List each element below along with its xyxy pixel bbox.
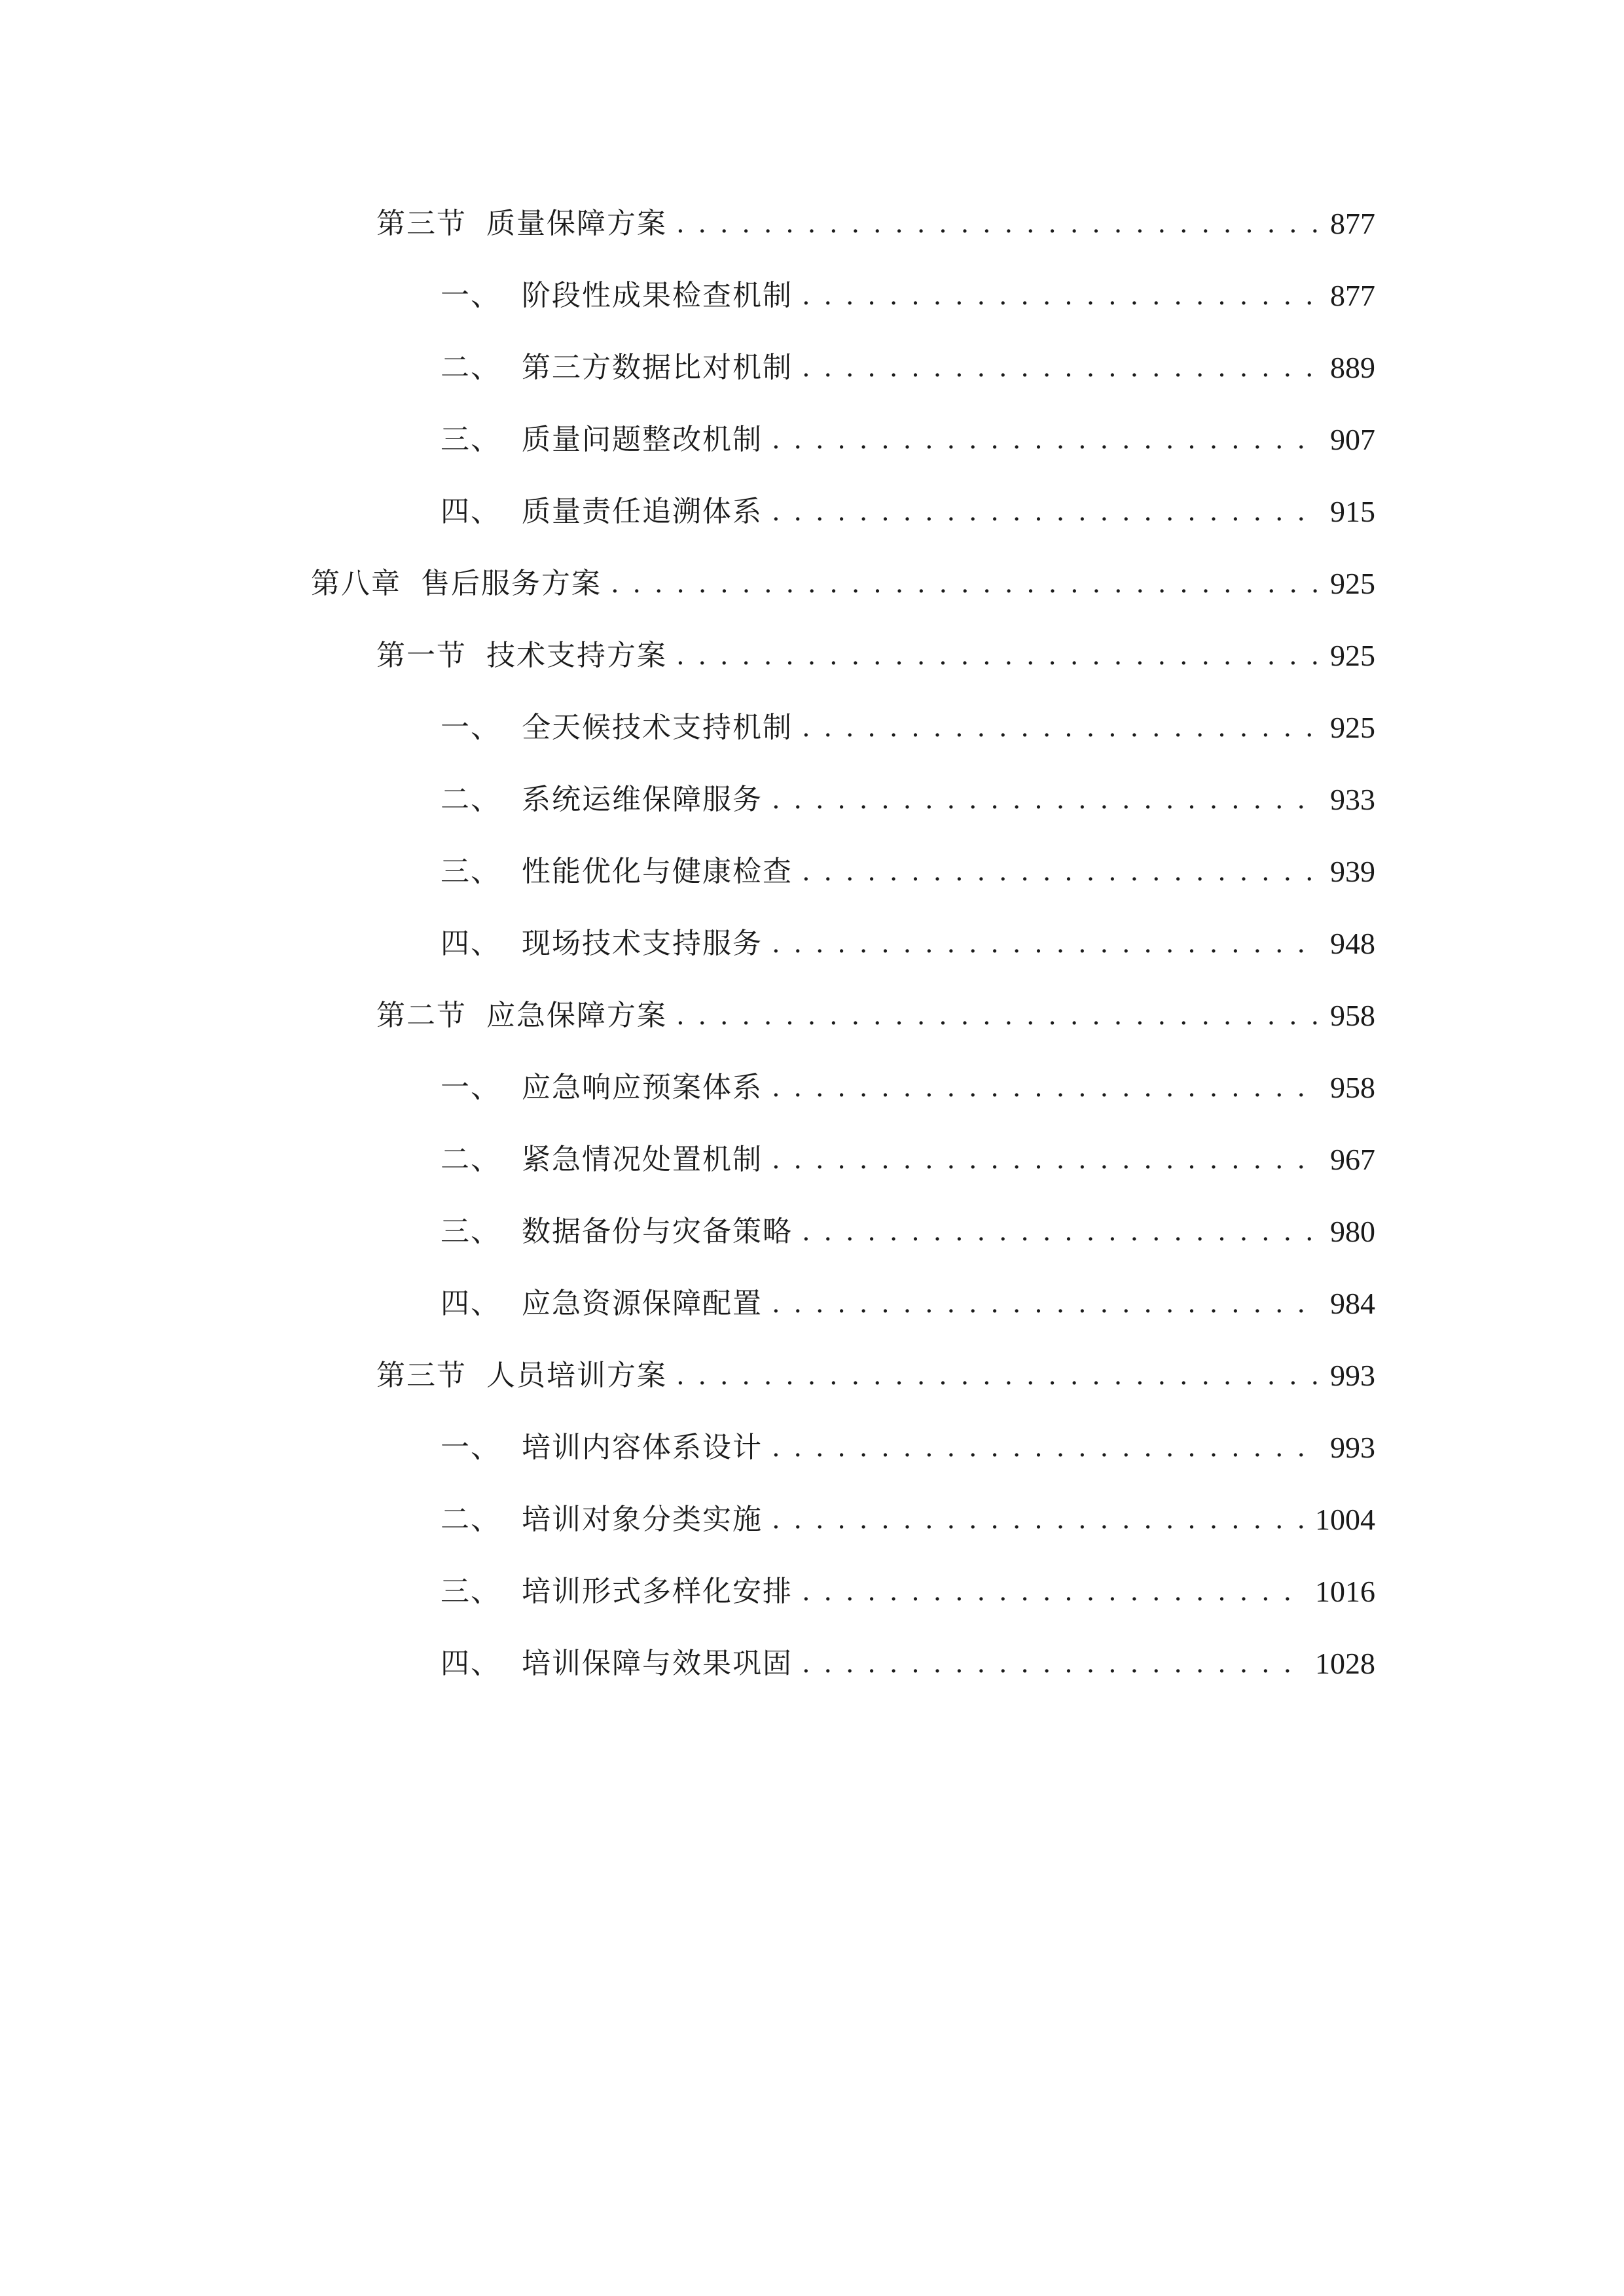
toc-entry-page: 1004: [1315, 1503, 1375, 1536]
toc-entry-number: 第一节: [376, 639, 467, 672]
toc-entry-page: 1016: [1315, 1575, 1375, 1608]
toc-entry-number: 三、: [441, 1215, 501, 1248]
toc-entry[interactable]: [376, 983, 1375, 1035]
toc-entry-number: 第三节: [376, 1359, 467, 1392]
toc-entry-number: 二、: [441, 1143, 501, 1176]
toc-entry-number: 三、: [441, 855, 501, 888]
toc-entry-page: 1028: [1315, 1647, 1375, 1680]
toc-entry-title: 技术支持方案: [486, 639, 667, 672]
toc-entry-number: 一、: [441, 1071, 501, 1104]
toc-entry-number: 二、: [441, 351, 501, 384]
toc-entry-title: 质量问题整改机制: [522, 423, 763, 456]
toc-entry-number: 一、: [441, 1431, 501, 1464]
toc-entry[interactable]: [441, 767, 1375, 819]
toc-entry-number: 二、: [441, 783, 501, 816]
dot-leader: [772, 924, 1318, 963]
dot-leader: [802, 348, 1318, 387]
toc-entry-title: 人员培训方案: [486, 1359, 667, 1392]
toc-entry-title: 阶段性成果检查机制: [522, 279, 793, 312]
toc-entry[interactable]: [441, 479, 1375, 531]
toc-entry-page: 915: [1330, 495, 1375, 528]
toc-entry[interactable]: [441, 911, 1375, 963]
toc-entry-number: 第三节: [376, 207, 467, 240]
toc-entry-page: 925: [1330, 639, 1375, 672]
toc-entry-title: 数据备份与灾备策略: [522, 1215, 793, 1248]
toc-entry-number: 三、: [441, 1575, 501, 1608]
toc-entry[interactable]: [376, 191, 1375, 243]
toc-entry-number: 第二节: [376, 999, 467, 1032]
toc-entry-title: 应急响应预案体系: [522, 1071, 763, 1104]
toc-entry-page: 993: [1330, 1431, 1375, 1464]
toc-entry-title: 售后服务方案: [421, 567, 602, 600]
dot-leader: [611, 564, 1318, 603]
toc-entry-number: 四、: [441, 1647, 501, 1680]
dot-leader: [802, 1572, 1303, 1611]
toc-entry-title: 现场技术支持服务: [522, 927, 763, 960]
toc-entry-title: 应急保障方案: [486, 999, 667, 1032]
toc-entry-page: 877: [1330, 279, 1375, 312]
dot-leader: [772, 1140, 1318, 1179]
toc-entry-number: 一、: [441, 711, 501, 744]
toc-entry-page: 980: [1330, 1215, 1375, 1248]
toc-entry-title: 质量责任追溯体系: [522, 495, 763, 528]
dot-leader: [772, 492, 1318, 531]
dot-leader: [676, 1356, 1318, 1395]
toc-entry[interactable]: [441, 839, 1375, 891]
toc-entry[interactable]: [441, 1271, 1375, 1323]
toc-entry-title: 培训内容体系设计: [522, 1431, 763, 1464]
toc-entry-page: 984: [1330, 1287, 1375, 1320]
toc-entry[interactable]: [441, 1631, 1375, 1683]
toc-entry-page: 907: [1330, 423, 1375, 456]
dot-leader: [772, 780, 1318, 819]
toc-entry-title: 性能优化与健康检查: [522, 855, 793, 888]
toc-entry-title: 第三方数据比对机制: [522, 351, 793, 384]
toc-entry-page: 925: [1330, 567, 1375, 600]
toc-entry-title: 培训形式多样化安排: [522, 1575, 793, 1608]
toc-entry[interactable]: [441, 695, 1375, 747]
toc-entry[interactable]: [376, 623, 1375, 675]
toc-entry-number: 第八章: [311, 567, 401, 600]
toc-entry-number: 四、: [441, 927, 501, 960]
toc-entry-title: 系统运维保障服务: [522, 783, 763, 816]
toc-entry-page: 939: [1330, 855, 1375, 888]
toc-entry-page: 925: [1330, 711, 1375, 744]
dot-leader: [772, 1284, 1318, 1323]
toc-entry[interactable]: [441, 407, 1375, 459]
toc-entry-page: 958: [1330, 1071, 1375, 1104]
toc-entry-title: 培训保障与效果巩固: [522, 1647, 793, 1680]
toc-entry-page: 967: [1330, 1143, 1375, 1176]
dot-leader: [676, 636, 1318, 675]
toc-entry-title: 质量保障方案: [486, 207, 667, 240]
dot-leader: [772, 1500, 1303, 1539]
toc-entry-title: 紧急情况处置机制: [522, 1143, 763, 1176]
dot-leader: [802, 1212, 1318, 1251]
dot-leader: [772, 1068, 1318, 1107]
toc-entry-page: 877: [1330, 207, 1375, 240]
dot-leader: [802, 276, 1318, 315]
toc-entry-title: 全天候技术支持机制: [522, 711, 793, 744]
toc-entry-number: 二、: [441, 1503, 501, 1536]
toc-entry-number: 四、: [441, 495, 501, 528]
toc-entry[interactable]: [441, 1199, 1375, 1251]
toc-entry-page: 948: [1330, 927, 1375, 960]
toc-entry[interactable]: [441, 1055, 1375, 1107]
toc-entry[interactable]: [376, 1343, 1375, 1395]
dot-leader: [802, 852, 1318, 891]
toc-entry-page: 889: [1330, 351, 1375, 384]
toc-entry-title: 培训对象分类实施: [522, 1503, 763, 1536]
toc-entry-page: 958: [1330, 999, 1375, 1032]
toc-entry[interactable]: [441, 1559, 1375, 1611]
dot-leader: [802, 708, 1318, 747]
toc-entry-number: 三、: [441, 423, 501, 456]
toc-entry-number: 四、: [441, 1287, 501, 1320]
dot-leader: [676, 996, 1318, 1035]
toc-entry[interactable]: [441, 1415, 1375, 1467]
toc-entry[interactable]: [441, 1487, 1375, 1539]
toc-entry-title: 应急资源保障配置: [522, 1287, 763, 1320]
toc-entry-number: 一、: [441, 279, 501, 312]
dot-leader: [676, 204, 1318, 243]
toc-entry-page: 993: [1330, 1359, 1375, 1392]
toc-entry[interactable]: [441, 1127, 1375, 1179]
toc-entry[interactable]: [311, 551, 1375, 603]
dot-leader: [772, 1428, 1318, 1467]
dot-leader: [802, 1644, 1303, 1683]
toc-entry[interactable]: [441, 335, 1375, 387]
toc-entry[interactable]: [441, 263, 1375, 315]
toc-entry-page: 933: [1330, 783, 1375, 816]
dot-leader: [772, 420, 1318, 459]
